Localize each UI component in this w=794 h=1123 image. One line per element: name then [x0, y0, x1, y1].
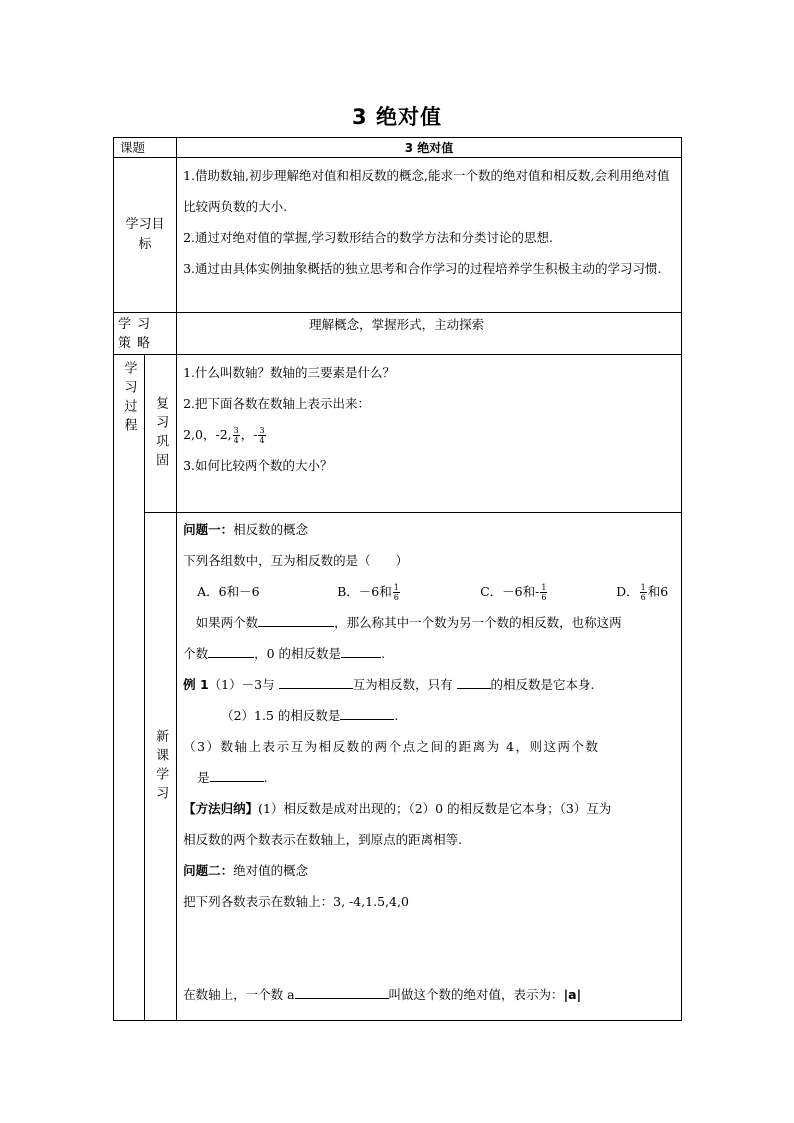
problem1-heading [177, 514, 681, 545]
abs-text-b: 叫做这个数的绝对值，表示为： [388, 987, 564, 1002]
option-d-suffix: 和6 [647, 584, 669, 599]
answer-blank[interactable] [208, 643, 254, 658]
process-label: 学习过程 [121, 361, 137, 437]
answer-blank[interactable] [457, 674, 491, 689]
answer-blank[interactable] [340, 705, 394, 720]
frac-numerator: 3 [233, 426, 239, 435]
example1-text-c: 的相反数是它本身. [490, 677, 595, 692]
answer-blank[interactable] [295, 984, 389, 999]
review-row [114, 355, 682, 513]
review-q3: 3.如何比较两个数的大小？ [183, 458, 333, 473]
objective-1: 1.借助数轴,初步理解绝对值和相反数的概念,能求一个数的绝对值和相反数,会利用绝对值比较两负数的大小. [183, 168, 670, 214]
answer-blank[interactable] [279, 674, 353, 689]
definition-text-b: ，那么称其中一个数为另一个数的相反数，也称这两 [334, 615, 622, 630]
method-summary-line1 [177, 793, 681, 824]
objective-3: 3.通过由具体实例抽象概括的独立思考和合作学习的过程培养学生积极主动的学习习惯. [183, 261, 662, 276]
process-label-cell [114, 355, 145, 1021]
problem2-title: 绝对值的概念 [233, 863, 309, 878]
example1-text-a: （1）－3与 [208, 677, 279, 692]
option-b [337, 576, 476, 607]
frac-denominator: 4 [233, 436, 239, 445]
topic-value: 3 绝对值 [404, 141, 454, 155]
example1-part3: （3）数轴上表示互为相反数的两个点之间的距离为 4，则这两个数 [183, 739, 600, 754]
new-lesson-label: 新课学习 [153, 728, 169, 805]
review-label: 复习巩固 [153, 395, 169, 472]
lesson-plan-table [113, 137, 682, 1021]
example1-part3-text: 是 [197, 770, 210, 785]
topic-label-cell [114, 138, 177, 158]
mc-question: 下列各组数中，互为相反数的是（ ） [183, 553, 409, 568]
problem2-head: 问题二： [183, 863, 234, 878]
frac-denominator: 6 [541, 593, 547, 602]
fraction-neg-three-quarters [258, 426, 265, 445]
frac-numerator: 1 [640, 583, 646, 592]
strategy-value-cell [177, 313, 682, 355]
example1-part1 [177, 669, 681, 700]
method-text-1: (1）相反数是成对出现的；（2）0 的相反数是它本身；（3）互为 [258, 801, 612, 816]
example1-text-b: 互为相反数，只有 [352, 677, 457, 692]
example1-part2 [177, 700, 681, 731]
topic-value-cell [177, 138, 682, 158]
problem2-task: 把下列各数表示在数轴上：3, -4,1.5,4,0 [183, 894, 409, 909]
frac-numerator: 1 [393, 583, 399, 592]
objectives-cell [177, 158, 682, 313]
objectives-label-cell [114, 158, 177, 313]
example1-part2-end: . [394, 708, 399, 723]
answer-blank[interactable] [210, 767, 264, 782]
frac-denominator: 6 [393, 593, 399, 602]
option-d [616, 576, 668, 607]
example1-part3-cont [177, 762, 681, 793]
objectives-row [114, 158, 682, 313]
review-q2: 2.把下面各数在数轴上表示出来： [183, 396, 371, 411]
abs-text-a: 在数轴上，一个数 a [183, 987, 295, 1002]
number-line-space [177, 917, 681, 979]
option-b-prefix: B．－6和 [337, 584, 392, 599]
fraction-three-quarters [233, 426, 240, 445]
review-numbers-prefix: 2,0，-2, [183, 427, 232, 442]
definition-text-e: . [381, 646, 386, 661]
abs-notation: |a| [563, 987, 582, 1002]
definition-text-a: 如果两个数 [183, 615, 259, 630]
option-a: A．6和－6 [197, 584, 260, 599]
definition-text-c: 个数 [183, 646, 209, 661]
objective-2: 2.通过对绝对值的掌握,学习数形结合的数学方法和分类讨论的思想. [183, 230, 553, 245]
method-head: 【方法归纳】 [183, 801, 259, 816]
topic-row [114, 138, 682, 158]
strategy-label: 学习策略 [118, 316, 157, 351]
option-c [480, 576, 612, 607]
example1-head: 例 1 [183, 677, 209, 692]
fraction-one-sixth [640, 583, 647, 602]
strategy-value: 理解概念，掌握形式，主动探索 [309, 317, 485, 332]
example1-part3-end: . [263, 770, 268, 785]
answer-blank[interactable] [341, 643, 381, 658]
new-lesson-row [114, 513, 682, 1021]
strategy-row [114, 313, 682, 355]
topic-label: 课题 [120, 140, 146, 155]
absolute-value-definition [177, 979, 681, 1010]
review-q1: 1.什么叫数轴？数轴的三要素是什么？ [183, 365, 396, 380]
frac-numerator: 1 [541, 583, 547, 592]
answer-blank[interactable] [258, 612, 334, 627]
page-title: 3 绝对值 [352, 105, 442, 129]
problem1-head: 问题一： [183, 522, 234, 537]
fraction-one-sixth [393, 583, 400, 602]
new-lesson-label-cell [145, 513, 177, 1021]
definition-text-d: ，0 的相反数是 [254, 646, 342, 661]
mc-options [177, 576, 681, 607]
new-lesson-content-cell [177, 513, 682, 1021]
review-content-cell [177, 355, 682, 513]
problem2-heading [177, 855, 681, 886]
review-numbers-mid: ，- [240, 427, 258, 442]
frac-denominator: 6 [640, 593, 646, 602]
method-summary-line2: 相反数的两个数表示在数轴上，到原点的距离相等. [183, 832, 463, 847]
frac-denominator: 4 [259, 436, 265, 445]
review-label-cell [145, 355, 177, 513]
frac-numerator: 3 [259, 426, 265, 435]
strategy-label-cell [114, 313, 177, 355]
review-numbers [177, 419, 681, 450]
problem1-title: 相反数的概念 [233, 522, 309, 537]
option-c-prefix: C．－6和- [480, 584, 540, 599]
example1-part2-text: （2）1.5 的相反数是 [221, 708, 341, 723]
objectives-label: 学习目标 [125, 217, 165, 252]
definition-line-1 [177, 607, 681, 638]
fraction-one-sixth [540, 583, 547, 602]
definition-line-2 [177, 638, 681, 669]
option-d-prefix: D． [616, 584, 639, 599]
